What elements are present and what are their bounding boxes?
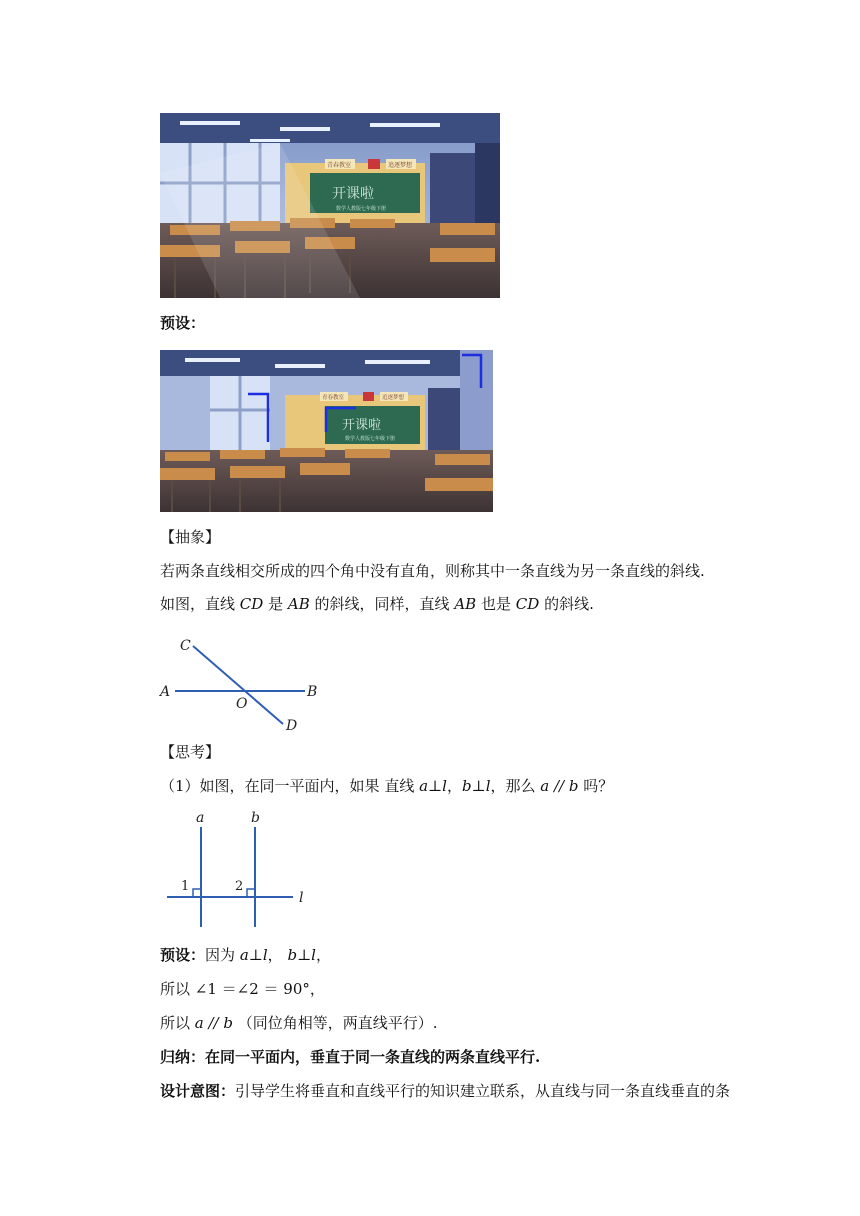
segment-cd: CD	[239, 595, 264, 613]
question-text: 吗？	[583, 777, 614, 795]
therefore-text: 所以	[160, 1014, 191, 1032]
design-intent	[160, 1081, 730, 1101]
segment-ab: AB	[287, 595, 310, 613]
abstract-example-text: 也是	[480, 595, 511, 613]
question-comma: ，	[446, 777, 462, 795]
because-text: 因为	[205, 946, 236, 964]
expr-a-parallel-b: a // b	[194, 1014, 233, 1032]
segment-ab: AB	[454, 595, 477, 613]
abstract-example-text: 的斜线.	[544, 595, 594, 613]
label-o: O	[236, 696, 248, 712]
expr-a-parallel-b: a // b	[540, 777, 579, 795]
question-text: ，那么	[490, 777, 536, 795]
question-text: （1）如图，在同一平面内，如果 直线	[160, 777, 415, 795]
abstract-example	[160, 594, 594, 614]
label-b: B	[307, 684, 318, 700]
abstract-header: 【抽象】	[160, 528, 221, 546]
expr-a-perp-l: a⊥l	[419, 777, 447, 795]
board-title-2: 开课啦	[342, 418, 382, 433]
oblique-lines-figure	[155, 630, 330, 735]
sign-right-1: 追逐梦想	[388, 162, 413, 169]
label-a: A	[160, 684, 171, 700]
answer-comma: ，	[315, 946, 331, 964]
conclusion-label: 归纳：	[160, 1048, 206, 1066]
label-c: C	[180, 638, 191, 654]
think-header: 【思考】	[160, 743, 221, 761]
design-intent-label: 设计意图：	[160, 1082, 236, 1100]
abstract-example-text: 的斜线，同样，直线	[314, 595, 450, 613]
preset-answer	[160, 945, 331, 965]
line-cd	[193, 646, 283, 724]
therefore-parallel	[160, 1013, 438, 1033]
perpendicular-lines-figure	[160, 805, 330, 933]
expr-b-perp-l: b⊥l	[461, 777, 491, 795]
label-b: b	[251, 810, 260, 826]
sign-right-2: 追逐梦想	[382, 395, 405, 401]
board-sub-1: 数学人教版七年级下册	[336, 206, 387, 212]
answer-comma: ，	[267, 946, 283, 964]
design-intent-text: 引导学生将垂直和直线平行的知识建立联系，从直线与同一条直线垂直的条	[235, 1082, 731, 1100]
think-question	[160, 776, 613, 796]
preset-label-2: 预设：	[160, 946, 206, 964]
right-angle-mark-2	[247, 889, 255, 897]
therefore-angles: 所以 ∠1 ＝∠2 ＝ 90°，	[160, 980, 325, 998]
abstract-example-text: 是	[268, 595, 284, 613]
label-angle-1: 1	[181, 879, 190, 894]
right-angle-mark-1	[193, 889, 201, 897]
label-a: a	[196, 810, 205, 826]
label-angle-2: 2	[235, 879, 244, 894]
classroom-photo-2	[160, 350, 493, 512]
preset-label-1: 预设：	[160, 314, 206, 332]
conclusion-text: 在同一平面内，垂直于同一条直线的两条直线平行.	[205, 1048, 541, 1066]
expr-a-perp-l: a⊥l	[239, 946, 268, 964]
board-title-1: 开课啦	[332, 186, 374, 202]
sign-left-2: 青春教室	[322, 395, 345, 401]
reason-text: （同位角相等，两直线平行）.	[237, 1014, 438, 1032]
label-l: l	[299, 890, 304, 906]
expr-b-perp-l: b⊥l	[287, 946, 316, 964]
board-sub-2: 数学人教版七年级下册	[345, 436, 396, 442]
segment-cd: CD	[515, 595, 540, 613]
label-d: D	[286, 718, 298, 734]
conclusion	[160, 1047, 540, 1067]
abstract-example-text: 如图，直线	[160, 595, 236, 613]
abstract-definition: 若两条直线相交所成的四个角中没有直角，则称其中一条直线为另一条直线的斜线.	[160, 562, 705, 580]
classroom-photo-1	[160, 113, 500, 298]
sign-left-1: 青春教室	[327, 162, 352, 169]
